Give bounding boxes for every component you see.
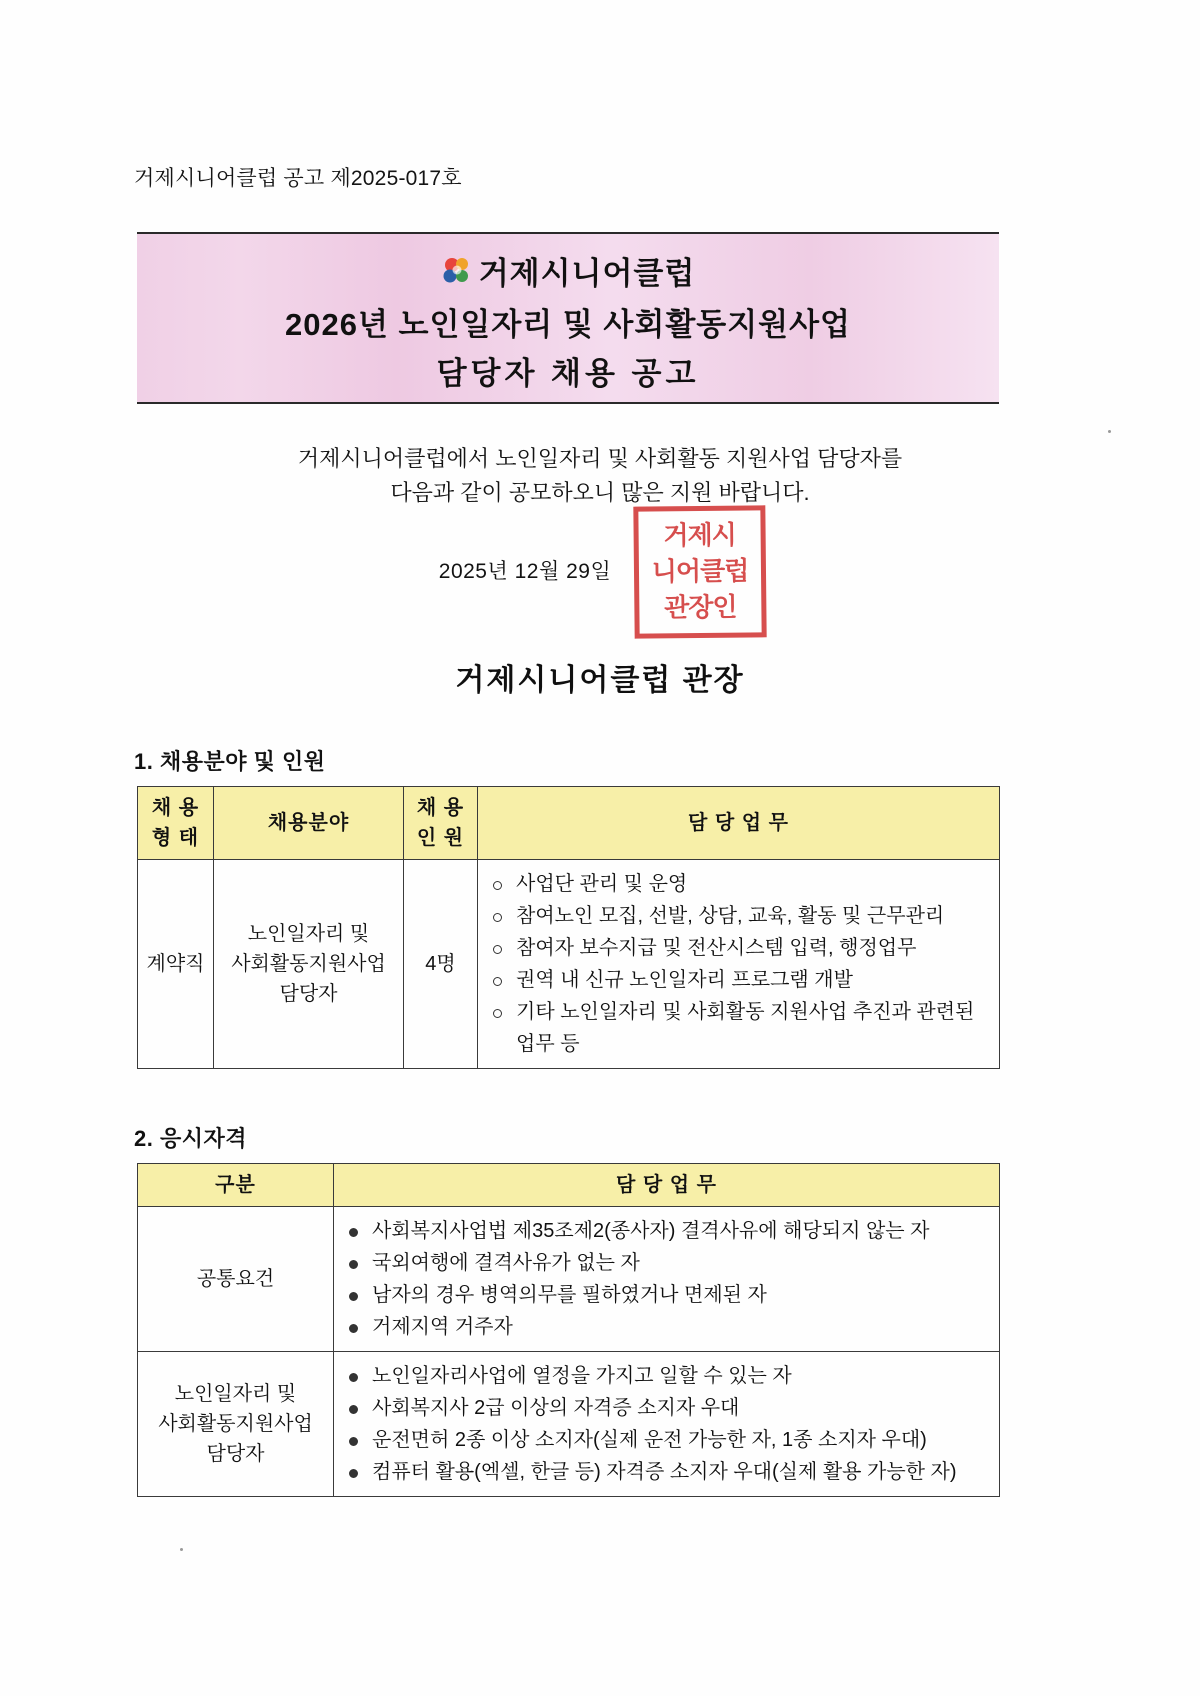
cell-headcount: 4명	[404, 860, 478, 1069]
list-item: 기타 노인일자리 및 사회활동 지원사업 추진과 관련된 업무 등	[512, 996, 991, 1060]
banner-line2: 2026년 노인일자리 및 사회활동지원사업	[285, 307, 851, 342]
cell-position-label-l1: 노인일자리 및	[174, 1383, 297, 1405]
cell-position-label	[138, 1352, 334, 1497]
section-1-heading: 1. 채용분야 및 인원	[134, 749, 326, 774]
table-row	[138, 1352, 1000, 1497]
intro-paragraph	[0, 442, 1200, 510]
cell-duties	[478, 860, 1000, 1069]
list-item: 사업단 관리 및 운영	[512, 868, 991, 900]
table-row	[138, 1207, 1000, 1352]
intro-line-2: 다음과 같이 공모하오니 많은 지원 바랍니다.	[390, 480, 810, 505]
cell-position-label-l2: 사회활동지원사업	[158, 1413, 313, 1435]
section-2-heading: 2. 응시자격	[134, 1126, 247, 1151]
cell-position-label-l3: 담당자	[206, 1443, 265, 1465]
col-field: 채용분야	[214, 787, 404, 860]
intro-line-1: 거제시니어클럽에서 노인일자리 및 사회활동 지원사업 담당자를	[297, 446, 903, 471]
scan-artifact-dot	[180, 1548, 183, 1551]
list-item: 국외여행에 결격사유가 없는 자	[368, 1247, 991, 1279]
recruitment-table	[137, 786, 1000, 1069]
col-employment-type	[138, 787, 214, 860]
table-header-row	[138, 787, 1000, 860]
table-row	[138, 860, 1000, 1069]
scan-artifact-dot	[1108, 430, 1111, 433]
red-official-seal	[633, 505, 766, 638]
cell-field	[214, 860, 404, 1069]
table-header-row	[138, 1164, 1000, 1207]
banner-org-line	[137, 248, 999, 293]
list-item: 참여자 보수지급 및 전산시스템 입력, 행정업무	[512, 932, 991, 964]
col-category: 구분	[138, 1164, 334, 1207]
col-employment-type-l2: 형 태	[151, 827, 200, 849]
col-headcount-l1: 채 용	[416, 797, 465, 819]
seal-row-3: 관장인	[664, 592, 737, 624]
cell-employment-type: 계약직	[138, 860, 214, 1069]
cell-field-l1: 노인일자리 및	[247, 923, 370, 945]
flower-logo-icon	[441, 256, 475, 286]
duties-list	[486, 868, 991, 1060]
banner-line3: 담당자 채용 공고	[436, 356, 700, 391]
position-requirements-list	[342, 1360, 991, 1488]
list-item: 노인일자리사업에 열정을 가지고 일할 수 있는 자	[368, 1360, 991, 1392]
col-duties: 담 당 업 무	[478, 787, 1000, 860]
col-headcount-l2: 인 원	[416, 827, 465, 849]
seal-row-1: 거제시	[663, 520, 736, 552]
list-item: 컴퓨터 활용(엑셀, 한글 등) 자격증 소지자 우대(실제 활용 가능한 자)	[368, 1456, 991, 1488]
title-banner	[137, 232, 999, 404]
list-item: 사회복지사업법 제35조제2(종사자) 결격사유에 해당되지 않는 자	[368, 1215, 991, 1247]
signer-title: 거제시니어클럽 관장	[455, 664, 745, 697]
col-employment-type-l1: 채 용	[151, 797, 200, 819]
col-requirements: 담 당 업 무	[334, 1164, 1000, 1207]
col-headcount	[404, 787, 478, 860]
cell-field-l2: 사회활동지원사업	[231, 953, 386, 975]
list-item: 거제지역 거주자	[368, 1311, 991, 1343]
list-item: 남자의 경우 병역의무를 필하였거나 면제된 자	[368, 1279, 991, 1311]
list-item: 권역 내 신규 노인일자리 프로그램 개발	[512, 964, 991, 996]
cell-position-requirements	[334, 1352, 1000, 1497]
issue-date: 2025년 12월 29일	[438, 560, 612, 583]
cell-common-requirements	[334, 1207, 1000, 1352]
seal-row-2: 니어클럽	[651, 556, 749, 588]
common-requirements-list	[342, 1215, 991, 1343]
list-item: 사회복지사 2급 이상의 자격증 소지자 우대	[368, 1392, 991, 1424]
list-item: 참여노인 모집, 선발, 상담, 교육, 활동 및 근무관리	[512, 900, 991, 932]
document-number: 거제시니어클럽 공고 제2025-017호	[134, 167, 462, 190]
list-item: 운전면허 2종 이상 소지자(실제 운전 가능한 자, 1종 소지자 우대)	[368, 1424, 991, 1456]
cell-common-requirements-label: 공통요건	[138, 1207, 334, 1352]
qualification-table	[137, 1163, 1000, 1497]
cell-field-l3: 담당자	[279, 983, 338, 1005]
banner-org-name: 거제시니어클럽	[478, 256, 696, 291]
